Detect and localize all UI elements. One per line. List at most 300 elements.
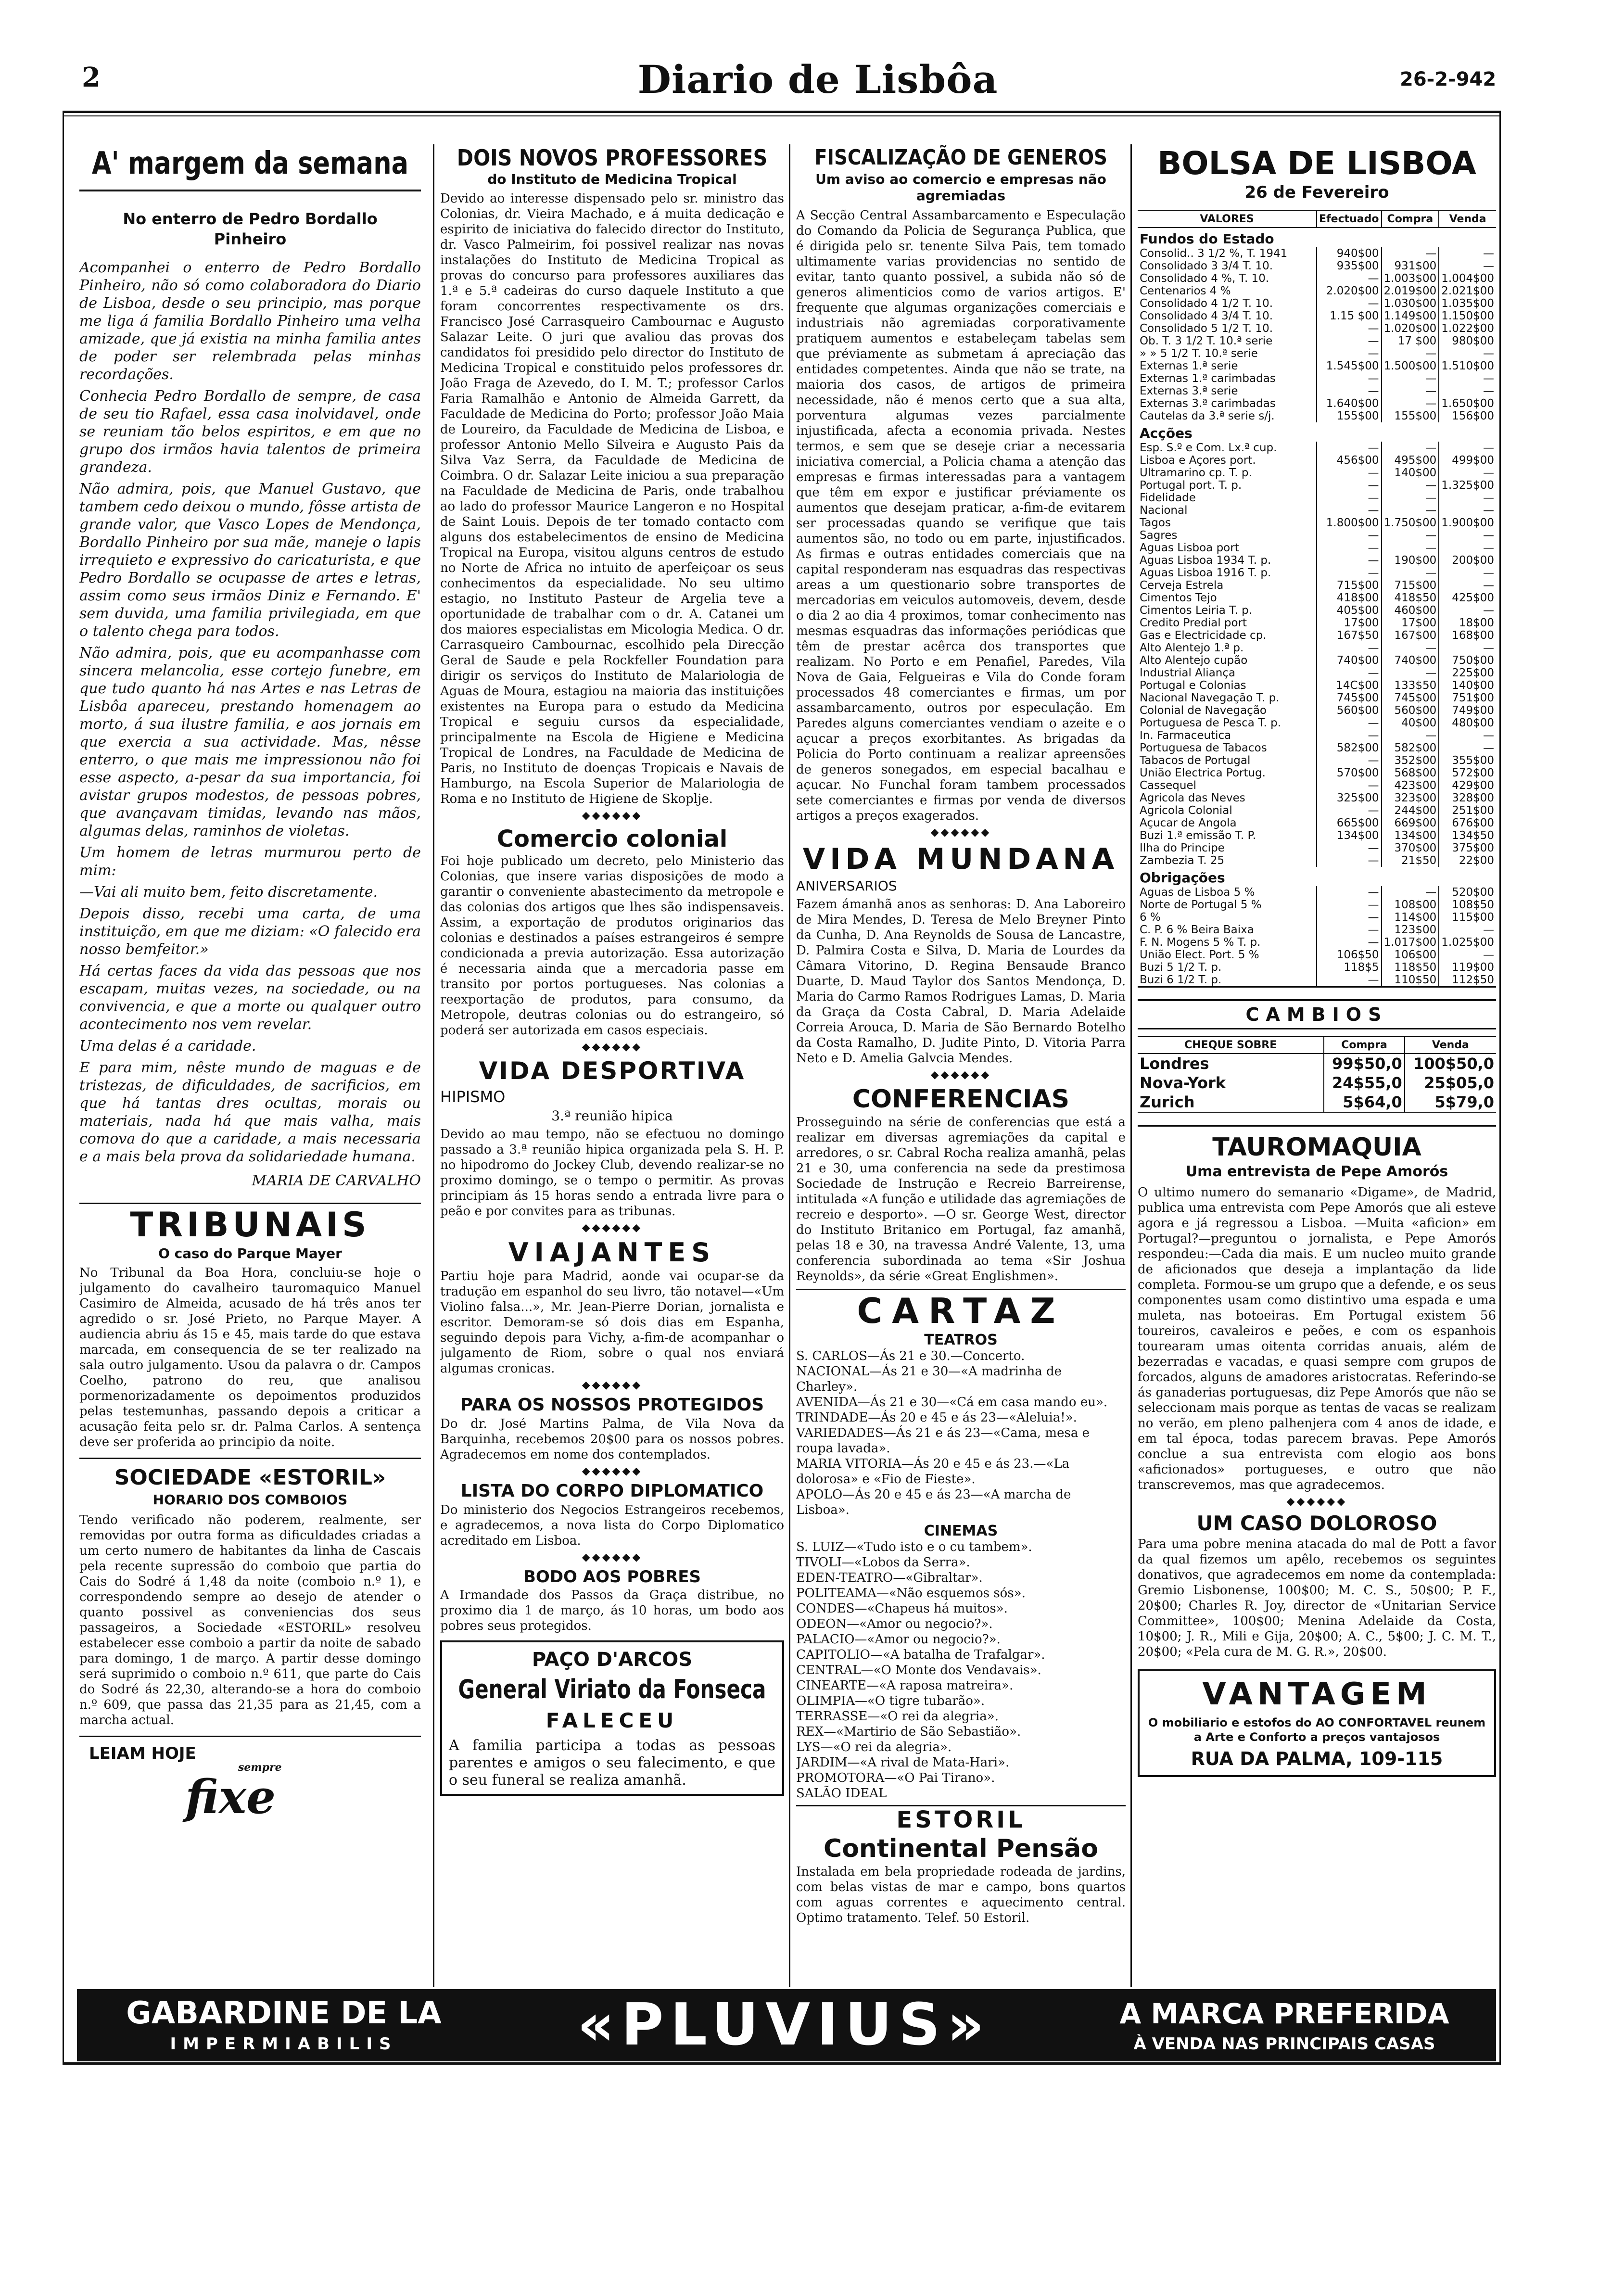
security-name: Sagres — [1140, 529, 1178, 542]
security-name: Aguas Lisboa port — [1140, 542, 1239, 554]
teatro-item: APOLO—Ás 20 e 45 e ás 23—«A marcha de Lisboa». — [796, 1487, 1071, 1517]
compra-value: — — [1382, 542, 1439, 554]
quote-row — [1138, 854, 1496, 867]
efectuado-value: — — [1317, 842, 1381, 854]
quote-row — [1138, 961, 1496, 974]
quote-row — [1138, 310, 1496, 322]
security-name: Cerveja Estrela — [1140, 579, 1224, 592]
compra-value: 1.020$00 — [1382, 322, 1439, 335]
security-name: Norte de Portugal 5 % — [1140, 899, 1262, 911]
efectuado-value: 665$00 — [1317, 817, 1381, 829]
security-name: Portugal port. T. p. — [1140, 479, 1242, 492]
th-cambio-venda: Venda — [1405, 1037, 1496, 1054]
fiscalizacao-heading: FISCALIZAÇÃO DE GENEROS — [814, 145, 1107, 170]
venda-value: 225$00 — [1439, 667, 1496, 679]
efectuado-value: — — [1317, 886, 1381, 899]
margem-paragraph: Não admira, pois, que Manuel Gustavo, que tambem cedo deixou o mundo, fôsse artista de grande valor, que Vasco Lopes de Mendonça, Bordallo Pinheiro por sua mãe, maneje o lapis irrequieto e expressivo do caricaturista, e que Pedro Bordallo se ocupasse de artes e letras, assim como seus irmãos Diniz e Fernando. E' sem duvida, uma familia privilegiada, em que o talento chega para todos. — [79, 481, 421, 640]
quote-row — [1138, 779, 1496, 792]
venda-value: 200$00 — [1439, 554, 1496, 567]
page-number: 2 — [82, 62, 101, 93]
compra-value: 1.003$00 — [1382, 272, 1439, 285]
venda-value: 328$00 — [1439, 792, 1496, 804]
compra-value: — — [1382, 347, 1439, 360]
quote-row — [1138, 692, 1496, 704]
venda-value: 1.025$00 — [1439, 936, 1496, 949]
security-name: Aguas Lisboa 1934 T. p. — [1140, 554, 1271, 567]
efectuado-value: 745$00 — [1317, 692, 1381, 704]
efectuado-value: — — [1317, 322, 1381, 335]
compra-value: 134$00 — [1382, 829, 1439, 842]
th-cheque: CHEQUE SOBRE — [1138, 1037, 1324, 1054]
desportiva-text: Devido ao mau tempo, não se efectuou no domingo passado a 3.ª reunião hipica organizada pela S. H. P. no hipodromo do Jockey Club, devendo realizar-se no proximo domingo, se o tempo o permitir. As provas principiam ás 15 horas sendo a entrada livre para o peão e por convites para as tribunas. — [440, 1127, 784, 1219]
venda-value: — — [1439, 385, 1496, 397]
compra-value: 418$50 — [1382, 592, 1439, 604]
quote-row — [1138, 911, 1496, 924]
diplomatico-text: Do ministerio dos Negocios Estrangeiros recebemos, e agradecemos, a nova lista do Corpo Diplomatico acreditado em Lisboa. — [440, 1503, 784, 1548]
bolsa-table-body — [1138, 228, 1496, 987]
venda-value: 134$50 — [1439, 829, 1496, 842]
efectuado-value: — — [1317, 479, 1381, 492]
teatro-item: S. CARLOS—Ás 21 e 30.—Concerto. — [796, 1349, 1025, 1363]
teatro-item: MARIA VITORIA—Ás 20 e 45 e ás 23.—«La dolorosa» e «Fio de Fieste». — [796, 1457, 1070, 1486]
quote-row — [1138, 272, 1496, 285]
efectuado-value: — — [1317, 372, 1381, 385]
quote-row — [1138, 517, 1496, 529]
quote-row — [1138, 804, 1496, 817]
separator: ◆◆◆◆◆◆ — [582, 1379, 643, 1391]
security-name: Buzi 6 1/2 T. p. — [1140, 974, 1222, 986]
compra-value: 1.750$00 — [1382, 517, 1439, 529]
security-name: Consolidado 5 1/2 T. 10. — [1140, 322, 1273, 335]
colonial-heading: Comercio colonial — [496, 826, 728, 852]
efectuado-value: 418$00 — [1317, 592, 1381, 604]
compra-value: — — [1382, 886, 1439, 899]
continental-heading: Continental Pensão — [824, 1834, 1098, 1863]
quote-row — [1138, 592, 1496, 604]
quote-row — [1138, 360, 1496, 372]
cinema-item: REX—«Martirio de São Sebastião». — [796, 1725, 1021, 1739]
venda-value: 572$00 — [1439, 767, 1496, 779]
efectuado-value: 740$00 — [1317, 654, 1381, 667]
security-name: Ilha do Principe — [1140, 842, 1225, 854]
tribunais-rule — [79, 1203, 421, 1204]
separator: ◆◆◆◆◆◆ — [582, 1222, 643, 1234]
quote-row — [1138, 754, 1496, 767]
colonial-text: Foi hoje publicado um decreto, pelo Ministerio das Colonias, que insere varias disposições de modo a garantir o conveniente abastecimento da metropole e das colonias dos artigos que lhes são indispensaveis. Assim, a exportação de produtos originarios das colonias e destinados a países estrangeiros é sempre condicionada a previa autorização. Essa autorização é necessaria ainda que a mercadoria passe em transito por portos portugueses. Nas colonias a reexportação de produtos, para consumo, da Metropole, deutras colonias ou do estrangeiro, só poderá ser autorizada em casos especiais. — [440, 854, 784, 1038]
quote-row — [1138, 899, 1496, 911]
compra-value: 2.019$00 — [1382, 285, 1439, 297]
efectuado-value: — — [1317, 854, 1381, 867]
vantagem-address: RUA DA PALMA, 109-115 — [1191, 1748, 1443, 1769]
security-name: Nacional — [1140, 504, 1188, 517]
venda-value: 156$00 — [1439, 410, 1496, 422]
separator: ◆◆◆◆◆◆ — [582, 810, 643, 822]
quote-row — [1138, 842, 1496, 854]
cinema-item: EDEN-TEATRO—«Gibraltar». — [796, 1571, 983, 1585]
efectuado-value: — — [1317, 272, 1381, 285]
venda-value: — — [1439, 542, 1496, 554]
compra-value: — — [1382, 667, 1439, 679]
efectuado-value: — — [1317, 924, 1381, 936]
quote-row — [1138, 335, 1496, 347]
venda-value: 251$00 — [1439, 804, 1496, 817]
cartaz-heading: CARTAZ — [857, 1291, 1065, 1331]
section-row — [1138, 422, 1496, 442]
touro-heading: TAUROMAQUIA — [1212, 1133, 1421, 1162]
venda-value: — — [1439, 247, 1496, 260]
leiam-hoje: LEIAM HOJE — [89, 1744, 196, 1763]
hipismo-label: HIPISMO — [440, 1088, 506, 1106]
efectuado-value: — — [1317, 729, 1381, 742]
quote-row — [1138, 492, 1496, 504]
security-name: Fidelidade — [1140, 492, 1196, 504]
venda-value: 429$00 — [1439, 779, 1496, 792]
venda-value: 18$00 — [1439, 617, 1496, 629]
quote-row — [1138, 467, 1496, 479]
cambio-compra-value: 5$64,0 — [1324, 1092, 1404, 1112]
teatro-item: VARIEDADES—Ás 21 e ás 23—«Cama, mesa e roupa lavada». — [796, 1426, 1090, 1456]
venda-value: 1.650$00 — [1439, 397, 1496, 410]
security-name: Buzi 1.ª emissão T. P. — [1140, 829, 1256, 842]
venda-value: — — [1439, 467, 1496, 479]
efectuado-value: — — [1317, 754, 1381, 767]
sociedade-heading: SOCIEDADE «ESTORIL» — [114, 1465, 386, 1490]
quote-row — [1138, 704, 1496, 717]
quote-row — [1138, 679, 1496, 692]
quote-row — [1138, 554, 1496, 567]
fiscalizacao-subhead: Um aviso ao comercio e empresas não agremiadas — [815, 171, 1106, 203]
security-name: Açucar de Angola — [1140, 817, 1237, 829]
conferencias-heading: CONFERENCIAS — [852, 1085, 1070, 1114]
quote-row — [1138, 347, 1496, 360]
section-row — [1138, 867, 1496, 886]
security-name: Buzi 5 1/2 T. p. — [1140, 961, 1222, 974]
paco-faleceu: FALECEU — [546, 1709, 679, 1732]
quote-row — [1138, 567, 1496, 579]
desportiva-heading: VIDA DESPORTIVA — [479, 1057, 746, 1085]
mundana-text: Fazem ámanhã anos as senhoras: D. Ana Laboreiro de Mira Mendes, D. Teresa de Melo Breyner Pinto da Cunha, D. Ana Reynolds de Sousa de Lancastre, D. Palmira Costa e Silva, D. Maria de Lourdes da Câmara Vitorino, D. Regina Bensaude Branco Duarte, D. Maud Taylor dos Santos Mendonça, D. Maria do Carmo Ramos Rodrigues Lamas, D. Maria da Graça da Costa Cabral, D. Maria Adelaide Correia Arouca, D. Maria de São Bernardo Botelho da Costa Ramalho, D. Judite Pinto, D. Vitoria Parra Neto e D. Amelia Galvcia Mendes. — [796, 897, 1126, 1066]
currency-name: Zurich — [1140, 1093, 1195, 1111]
venda-value: 115$00 — [1439, 911, 1496, 924]
security-name: Consolidado 4 3/4 T. 10. — [1140, 310, 1273, 322]
column-4 — [1138, 144, 1496, 1992]
th-compra: Compra — [1382, 211, 1439, 228]
compra-value: 745$00 — [1382, 692, 1439, 704]
quote-row — [1138, 654, 1496, 667]
compra-value: 1.500$00 — [1382, 360, 1439, 372]
margem-paragraph: Conhecia Pedro Bordallo de sempre, de casa de seu tio Rafael, essa casa inolvidavel, onde se reuniam tão belos espiritos, e em que no grupo dos irmãos havia talentos de primeira grandeza. — [79, 388, 421, 476]
efectuado-value: 560$00 — [1317, 704, 1381, 717]
venda-value: 480$00 — [1439, 717, 1496, 729]
compra-value: — — [1382, 385, 1439, 397]
cinema-item: TIVOLI—«Lobos da Serra». — [796, 1555, 970, 1570]
efectuado-value: 570$00 — [1317, 767, 1381, 779]
efectuado-value: — — [1317, 347, 1381, 360]
quote-row — [1138, 529, 1496, 542]
efectuado-value: — — [1317, 717, 1381, 729]
margem-paragraph: —Vai ali muito bem, feito discretamente. — [79, 884, 378, 901]
cambio-venda-value: 100$50,0 — [1405, 1054, 1496, 1073]
compra-value: — — [1382, 247, 1439, 260]
cinema-item: CINEARTE—«A raposa matreira». — [796, 1678, 1014, 1693]
cinema-item: PALACIO—«Amor ou negocio?». — [796, 1632, 1001, 1647]
compra-value: 140$00 — [1382, 467, 1439, 479]
margem-rule — [79, 190, 421, 191]
efectuado-value: 118$5 — [1317, 961, 1381, 974]
cinema-item: SALÃO IDEAL — [796, 1786, 887, 1801]
compra-value: 244$00 — [1382, 804, 1439, 817]
quote-row — [1138, 542, 1496, 554]
venda-value: — — [1439, 504, 1496, 517]
efectuado-value: — — [1317, 779, 1381, 792]
venda-value: 1.150$00 — [1439, 310, 1496, 322]
security-name: C. P. 6 % Beira Baixa — [1140, 924, 1254, 936]
fiscalizacao-text: A Secção Central Assambarcamento e Especulação do Comando da Policia de Segurança Publica, que é dirigida pelo sr. tenente Silva Pais, tem tomado ultimamente varias providencias no sentido de evitar, tanto quanto possivel, a subida não só de generos alimenticios como de varios artigos. E' frequente que algumas organizações comerciais e industriais não agremiadas corporativamente pratiquem aumentos e estabeleçam tabelas sem que préviamente as submetam á apreciação das entidades competentes. Ainda que não se trate, na maioria dos casos, de artigos de primeira necessidade, não é menos certo que a sua alta, porventura algumas vezes parcialmente injustificada, afecta a economia privada. Nestes termos, e sem que se deseje criar a necessaria iniciativa comercial, a Policia chama a atenção das empresas e firmas interessadas para a vantagem que têm em expor e justificar préviamente os aumentos que desejam praticar, a-fim-de evitarem ser processadas quando se verifique que tais aumentos são, no todo ou em parte, injustificados. As firmas e outras entidades comerciais que na capital responderam nas esquadras das respectivas areas a um questionario sobre transportes de mercadorias em veiculos automoveis, devem, desde o dia 2 ao dia 4 proximos, tomar conhecimento nas mesmas esquadras das informações periódicas que têm de prestar acêrca dos transportes que realizam. No Porto e em Penafiel, Paredes, Vila Nova de Gaia, Felgueiras e Vila do Conde foram processados 48 comerciantes e firmas, um por assambarcamento, outros por especulação. Em Paredes alguns comerciantes vendiam o azeite e o açucar a preços exorbitantes. As brigadas da Policia do Porto continuam a realizar apreensões de generos sonegados, em especial bacalhau e açucar. No Funchal foram tambem processados sete comerciantes e firmas por venda de diversos artigos a preços exagerados. — [796, 208, 1126, 823]
venda-value: 375$00 — [1439, 842, 1496, 854]
compra-value: 17$00 — [1382, 617, 1439, 629]
col-divider-2 — [789, 144, 790, 1987]
security-name: Ob. T. 3 1/2 T. 10.ª serie — [1140, 335, 1273, 347]
venda-value: — — [1439, 924, 1496, 936]
efectuado-value: — — [1317, 492, 1381, 504]
conferencias-text: Prosseguindo na série de conferencias que está a realizar em diversas agremiações da capital e arredores, o sr. Cabral Rocha realiza amanhã, pelas 21 e 30, uma conferencia na sede da prestimosa Sociedade de Instrução e Recreio Barreirense, intitulada «A função e utilidade das agremiações de recreio e desporto». —O sr. George West, director do Instituto Britanico em Portugal, faz amanhã, pelas 18 e 30, na travessa André Valente, 13, uma conferencia subordinada ao tema «Sir Joshua Reynolds», da série «Great Englishmen». — [796, 1115, 1126, 1283]
quote-row — [1138, 579, 1496, 592]
efectuado-value: 325$00 — [1317, 792, 1381, 804]
col-divider-3 — [1130, 144, 1132, 1987]
venda-value: 140$00 — [1439, 679, 1496, 692]
security-name: In. Farmaceutica — [1140, 729, 1231, 742]
compra-value: — — [1382, 729, 1439, 742]
touro-rule — [1138, 1125, 1496, 1127]
sociedade-rule — [79, 1458, 421, 1459]
professores-subhead: do Instituto de Medicina Tropical — [487, 171, 737, 187]
compra-value: 568$00 — [1382, 767, 1439, 779]
obituary-box — [440, 1640, 784, 1796]
compra-value: 715$00 — [1382, 579, 1439, 592]
venda-value: 112$50 — [1439, 974, 1496, 987]
quote-row — [1138, 974, 1496, 987]
compra-value: — — [1382, 442, 1439, 454]
efectuado-value: — — [1317, 442, 1381, 454]
compra-value: — — [1382, 492, 1439, 504]
efectuado-value: 1.545$00 — [1317, 360, 1381, 372]
compra-value: — — [1382, 479, 1439, 492]
compra-value: 669$00 — [1382, 817, 1439, 829]
compra-value: 495$00 — [1382, 454, 1439, 467]
margem-heading: A' margem da semana — [92, 146, 408, 181]
security-name: F. N. Mogens 5 % T. p. — [1140, 936, 1261, 949]
efectuado-value: 1.800$00 — [1317, 517, 1381, 529]
venda-value: — — [1439, 529, 1496, 542]
venda-value: 425$00 — [1439, 592, 1496, 604]
security-name: » » 5 1/2 T. 10.ª serie — [1140, 347, 1258, 360]
efectuado-value: 935$00 — [1317, 260, 1381, 272]
fixe-logo — [79, 1761, 421, 1824]
signature: MARIA DE CARVALHO — [252, 1172, 421, 1189]
issue-date: 26-2-942 — [1400, 68, 1497, 90]
efectuado-value: — — [1317, 467, 1381, 479]
efectuado-value: 1.640$00 — [1317, 397, 1381, 410]
professores-heading: DOIS NOVOS PROFESSORES — [457, 145, 768, 171]
fixe-logo-sempre: sempre — [238, 1761, 282, 1774]
venda-value: 119$00 — [1439, 961, 1496, 974]
security-name: Aguas de Lisboa 5 % — [1140, 886, 1255, 899]
compra-value: 118$50 — [1382, 961, 1439, 974]
efectuado-value: — — [1317, 567, 1381, 579]
margem-paragraph: Não admira, pois, que eu acompanhasse com sincera melancolia, esse cortejo funebre, em que tudo quanto há nas Artes e nas Letras de Lisbôa apareceu, prestando homenagem ao morto, á sua ilustre familia, e aos jornais em que exercia a sua actividade. Mas, nêsse enterro, o que mais me impressionou não foi esse aspecto, a-pesar da sua importancia, foi avistar grupos modestos, de pessoas pobres, que avançavam timidas, levando nas mãos, algumas delas, raminhos de violetas. — [79, 645, 421, 839]
vantagem-text: O mobiliario e estofos do AO CONFORTAVEL reunem a Arte e Conforto a preços vantajosos — [1148, 1716, 1486, 1744]
compra-value: 17 $00 — [1382, 335, 1439, 347]
quote-row — [1138, 479, 1496, 492]
venda-value: 980$00 — [1439, 335, 1496, 347]
bolsa-heading: BOLSA DE LISBOA — [1157, 145, 1476, 182]
newspaper-title: Diario de Lisbôa — [637, 57, 998, 102]
venda-value: 750$00 — [1439, 654, 1496, 667]
compra-value: 106$00 — [1382, 949, 1439, 961]
venda-value: — — [1439, 642, 1496, 654]
quote-row — [1138, 949, 1496, 961]
cambios-heading: CAMBIOS — [1138, 1004, 1496, 1029]
venda-value: — — [1439, 949, 1496, 961]
compra-value: 352$00 — [1382, 754, 1439, 767]
section-title: Acções — [1140, 425, 1193, 441]
fixe-logo-brand: fixe — [185, 1770, 276, 1824]
venda-value: 520$00 — [1439, 886, 1496, 899]
compra-value: 155$00 — [1382, 410, 1439, 422]
quote-row — [1138, 924, 1496, 936]
quote-row — [1138, 886, 1496, 899]
cinema-item: LYS—«O rei da alegria». — [796, 1740, 952, 1754]
paco-text: A familia participa a todas as pessoas parentes e amigos o seu falecimento, e que o seu funeral se realiza amanhã. — [449, 1737, 775, 1789]
cambio-compra-value: 99$50,0 — [1324, 1054, 1404, 1073]
compra-value: 190$00 — [1382, 554, 1439, 567]
separator: ◆◆◆◆◆◆ — [582, 1465, 643, 1477]
margem-article — [79, 259, 421, 1166]
security-name: Colonial de Navegação — [1140, 704, 1267, 717]
security-name: Portuguesa de Pesca T. p. — [1140, 717, 1281, 729]
compra-value: 560$00 — [1382, 704, 1439, 717]
estoril-heading: ESTORIL — [896, 1806, 1026, 1833]
compra-value: 370$00 — [1382, 842, 1439, 854]
security-name: Credito Predial port — [1140, 617, 1247, 629]
cambio-row — [1138, 1054, 1496, 1073]
compra-value: — — [1382, 504, 1439, 517]
cambio-row — [1138, 1073, 1496, 1092]
separator: ◆◆◆◆◆◆ — [582, 1551, 643, 1563]
venda-value: 1.022$00 — [1439, 322, 1496, 335]
quote-row — [1138, 247, 1496, 260]
teatro-item: TRINDADE—Ás 20 e 45 e ás 23—«Aleluia!». — [796, 1410, 1077, 1425]
quote-row — [1138, 385, 1496, 397]
cinema-item: TERRASSE—«O rei da alegria». — [796, 1709, 999, 1724]
compra-value: 1.017$00 — [1382, 936, 1439, 949]
bodo-text: A Irmandade dos Passos da Graça distribue, no proximo dia 1 de março, ás 10 horas, um bodo aos pobres seus protegidos. — [440, 1588, 784, 1633]
security-name: 6 % — [1140, 911, 1161, 924]
security-name: Externas 1.ª carimbadas — [1140, 372, 1276, 385]
security-name: Agricola Colonial — [1140, 804, 1232, 817]
banner-center: «PLUVIUS» — [577, 1992, 991, 2058]
efectuado-value: — — [1317, 911, 1381, 924]
paco-name: General Viriato da Fonseca — [458, 1674, 766, 1704]
th-cambio-compra: Compra — [1324, 1037, 1404, 1054]
cinema-item: CONDES—«Chapeus há muitos». — [796, 1601, 1008, 1616]
cinema-item: OLIMPIA—«O tigre tubarão». — [796, 1694, 985, 1708]
venda-value: — — [1439, 604, 1496, 617]
efectuado-value: — — [1317, 335, 1381, 347]
security-name: Ultramarino cp. T. p. — [1140, 467, 1252, 479]
efectuado-value: 106$50 — [1317, 949, 1381, 961]
cinema-item: CAPITOLIO—«A batalha de Trafalgar». — [796, 1648, 1045, 1662]
security-name: Portugal e Colonias — [1140, 679, 1246, 692]
quote-row — [1138, 410, 1496, 422]
banner-left-bottom: IMPERMIABILIS — [170, 2034, 398, 2054]
efectuado-value: 715$00 — [1317, 579, 1381, 592]
cinema-item: POLITEAMA—«Não esquemos sós». — [796, 1586, 1026, 1600]
security-name: Esp. S.º e Com. Lx.ª cup. — [1140, 442, 1277, 454]
continental-text: Instalada em bela propriedade rodeada de jardins, com belas vistas de mar e campo, bons quartos com aguas correntes e aquecimento central. Optimo tratamento. Telef. 50 Estoril. — [796, 1865, 1126, 1925]
efectuado-value: 14C$00 — [1317, 679, 1381, 692]
security-name: Agricola das Neves — [1140, 792, 1245, 804]
quote-row — [1138, 936, 1496, 949]
tribunais-text: No Tribunal da Boa Hora, concluiu-se hoje o julgamento do cavalheiro tauromaquico Manuel Casimiro de Almeida, acusado de há três anos ter agredido o sr. José Prieto, no Parque Mayer. A audiencia abriu ás 15 e 45, mais tarde do que estava marcada, em consequencia de se ter realizado na sala outro julgamento. Usou da palavra o dr. Campos Coelho, patrono do reu, que analisou pormenorizadamente os depoimentos produzidos pelas testemunhas, passando depois a criticar a acusação feita pelo sr. dr. Palma Carlos. A sentença deve ser proferida ao principio da noite. — [79, 1266, 421, 1449]
quote-row — [1138, 742, 1496, 754]
separator: ◆◆◆◆◆◆ — [930, 826, 991, 838]
security-name: Cimentos Leiria T. p. — [1140, 604, 1253, 617]
cinemas-list — [796, 1539, 1126, 1801]
frame-right — [1499, 111, 1501, 2064]
efectuado-value: — — [1317, 542, 1381, 554]
security-name: União Electrica Portug. — [1140, 767, 1266, 779]
quote-row — [1138, 642, 1496, 654]
teatro-item: AVENIDA—Ás 21 e 30—«Cá em casa mando eu». — [796, 1395, 1108, 1410]
quote-row — [1138, 629, 1496, 642]
touro-text: O ultimo numero do semanario «Digame», de Madrid, publica uma entrevista com Pepe Amorós que ali esteve agora e já regressou a Lisboa. —Muita «aficion» em Portugal?—preguntou o jornalista, e Pepe Amorós respondeu:—Cada dia mais. E um nucleo muito grande de aficionados que deseja a implantação da lide completa. Formou-se um grupo que a defende, e os seus componentes usam como distintivo uma espada e uma muleta, nas botoeiras. Em Portugal existem 56 toureiros, cavaleiros e peões, e com os espanhois tourearam umas oitenta corridas anuais, além de bezerradas e vacadas, e quasi sempre com grupos de forcados, alguns de amadores aristocratas. Referindo-se ás ganaderias portuguesas, diz Pepe Amorós que não se seleccionam mais porque as tentas de vacas se realizam no verão, em pleno palhenjera com 4 anos de idade, e em tal época, todas parecem bravas. Pepe Amorós conclue a sua entrevista com elogio aos bons «aficionados» portugueses, e outro que não transcrevemos, mas que agradecemos. — [1138, 1185, 1496, 1492]
professores-text: Devido ao interesse dispensado pelo sr. ministro das Colonias, dr. Vieira Machado, e á muita dedicação e espirito de iniciativa do falecido director do Instituto, dr. Vasco Palmeirim, foi possivel realizar nas novas instalações do Instituto de Medicina Tropical as provas do concurso para professores auxiliares das 1.ª e 5.ª cadeiras do curso daquele Instituto a que foram concorrentes respectivamente os drs. Francisco José Carrasqueiro Cambournac e Augusto Salazar Leite. O juri que avaliou das provas dos candidatos foi presidido pelo director do Instituto de Medicina Tropical e constituido pelos professores dr. João Fraga de Azevedo, do I. M. T.; professor Carlos Faria Ramalhão e Antonio de Almeida Garrett, da Faculdade de Medicina do Porto; professor João Maia de Loureiro, da Faculdade de Medicina de Lisboa, e professor Antonio Mello Silveira e Augusto Pais da Silva Vaz Serra, da Faculdade de Medicina de Coimbra. O dr. Salazar Leite iniciou a sua preparação na Faculdade de Medicina de Paris, onde trabalhou ao lado do professor Maurice Langeron e no Hospital de Saint Louis. Depois de ter tomado contacto com alguns dos estabelecimentos de ensino de Medicina Tropical na Europa, visitou alguns centros de estudo no Norte de Africa no intuito de aperfeiçoar os seus conhecimentos da especialidade. No seu ultimo estagio, no Instituto Pasteur de Argelia teve a oportunidade de trabalhar com o dr. A. Catanei um dos maiores especialistas em Micologia Medica. O dr. Carrasqueiro Cambournac, escolhido pela Direcção Geral de Saude e pela Rockfeller Foundation para dirigir os serviços do Instituto de Malariologia de Aguas de Moura, estagiou na maioria das instituições existentes na Europa para o estudo da Medicina Tropical e seguiu cursos da especialidade, principalmente na Escola de Higiene e Medicina Tropical de Londres, na Faculdade de Medicina de Paris, no Instituto de doenças Tropicais e Navais de Hamburgo, na Escola Superior de Malariologia de Roma e no Instituto de Higiene de Skoplje. — [440, 191, 784, 806]
separator: ◆◆◆◆◆◆ — [1286, 1496, 1347, 1508]
cinema-item: CENTRAL—«O Monte dos Vendavais». — [796, 1663, 1041, 1677]
separator: ◆◆◆◆◆◆ — [930, 1069, 991, 1081]
venda-value: 355$00 — [1439, 754, 1496, 767]
compra-value: 110$50 — [1382, 974, 1439, 987]
column-2 — [440, 144, 784, 1992]
sociedade-text: Tendo verificado não poderem, realmente, ser removidas por outra forma as dificuldades criadas a um certo numero de habitantes da linha de Cascais pela recente supressão do comboio que partia do Cais do Sodré á 1,48 da noite (comboio n.º 1), e correspondendo sempre ao desejo de atender o quanto possivel as conveniencias dos seus passageiros, a Sociedade «ESTORIL» resolveu estabelecer esse comboio a partir da noite de sabado para domingo, 1 de março. A partir desse domingo será suprimido o comboio n.º 611, que parte do Cais do Sodré ás 22,30, alterando-se a hora do comboio n.º 609, que passa das 21,35 para as 21,45, com a marcha actual. — [79, 1513, 421, 1727]
section-title: Fundos do Estado — [1140, 231, 1274, 247]
venda-value: — — [1439, 729, 1496, 742]
teatros-list — [796, 1348, 1126, 1518]
compra-value: — — [1382, 529, 1439, 542]
quote-row — [1138, 285, 1496, 297]
compra-value: 740$00 — [1382, 654, 1439, 667]
venda-value: — — [1439, 347, 1496, 360]
efectuado-value: 17$00 — [1317, 617, 1381, 629]
banner-right-top: A MARCA PREFERIDA — [1119, 1997, 1449, 2030]
venda-value: 1.325$00 — [1439, 479, 1496, 492]
compra-value: 40$00 — [1382, 717, 1439, 729]
security-name: Externas 3.ª serie — [1140, 385, 1238, 397]
compra-value: 108$00 — [1382, 899, 1439, 911]
efectuado-value: — — [1317, 642, 1381, 654]
efectuado-value: 405$00 — [1317, 604, 1381, 617]
venda-value: 749$00 — [1439, 704, 1496, 717]
venda-value: — — [1439, 567, 1496, 579]
compra-value: — — [1382, 642, 1439, 654]
compra-value: 931$00 — [1382, 260, 1439, 272]
efectuado-value: — — [1317, 667, 1381, 679]
quote-row — [1138, 260, 1496, 272]
cinema-item: JARDIM—«A rival de Mata-Hari». — [796, 1755, 1010, 1770]
compra-value: 1.030$00 — [1382, 297, 1439, 310]
caso-text: Para uma pobre menina atacada do mal de Pott a favor da qual fizemos um apêlo, recebemos os seguintes donativos, que agradecemos em nome da contemplada: Gremio Lisbonense, 100$00; M. C. S., 50$00; P. F., 20$00; Charles R. Joy, director de «Unitarian Service Committee», 100$00; Menina Adelaide da Costa, 10$00; J. R., Mili e Gija, 20$00; A. C., 5$00; J. C. M. T., 20$00; «Pela cura de M. G. R.», 20$00. — [1138, 1537, 1496, 1659]
